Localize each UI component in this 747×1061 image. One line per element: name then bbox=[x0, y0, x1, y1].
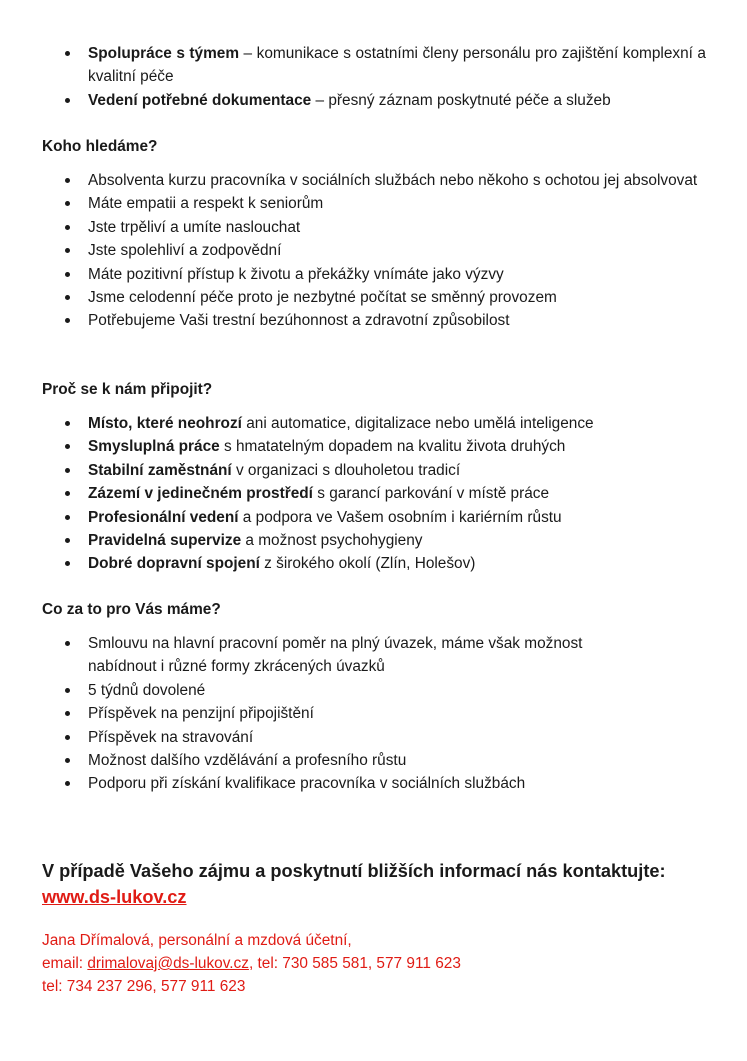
section-heading-proc: Proč se k nám připojit? bbox=[42, 381, 213, 398]
section-heading-koho: Koho hledáme? bbox=[42, 138, 158, 155]
item-bold: Dobré dopravní spojení bbox=[88, 555, 260, 573]
list-item bbox=[62, 309, 706, 332]
list-item bbox=[62, 482, 706, 505]
bullet-icon bbox=[65, 515, 70, 520]
duties-list bbox=[62, 42, 706, 112]
list-item bbox=[62, 435, 706, 458]
item-text: Jsme celodenní péče proto je nezbytné počítat se směnný provozem bbox=[88, 289, 557, 307]
bullet-icon bbox=[65, 468, 70, 473]
item-text: s hmatatelným dopadem na kvalitu života druhých bbox=[219, 438, 566, 456]
list-item bbox=[62, 89, 706, 112]
bullet-icon bbox=[65, 225, 70, 230]
item-text: 5 týdnů dovolené bbox=[88, 681, 206, 699]
item-text: Potřebujeme Vaši trestní bezúhonnost a zdravotní způsobilost bbox=[88, 312, 510, 330]
bullet-icon bbox=[65, 295, 70, 300]
list-item bbox=[62, 749, 706, 772]
item-bold: Smysluplná práce bbox=[88, 438, 220, 456]
proc-list bbox=[62, 412, 706, 576]
list-item bbox=[62, 286, 706, 309]
bullet-icon bbox=[65, 51, 70, 56]
list-item bbox=[62, 412, 706, 435]
koho-list bbox=[62, 169, 706, 333]
item-bold: Vedení potřebné dokumentace bbox=[88, 91, 312, 109]
bullet-icon bbox=[65, 781, 70, 786]
bullet-icon bbox=[65, 711, 70, 716]
item-bold: Spolupráce s týmem bbox=[88, 45, 240, 62]
contact-email-line bbox=[42, 952, 461, 975]
item-text: z širokého okolí (Zlín, Holešov) bbox=[259, 555, 476, 573]
list-item bbox=[62, 169, 706, 192]
item-text: Příspěvek na stravování bbox=[88, 728, 254, 746]
item-bold: Místo, které neohrozí bbox=[88, 415, 242, 432]
item-text: – přesný záznam poskytnuté péče a služeb bbox=[311, 91, 611, 109]
bullet-icon bbox=[65, 248, 70, 253]
bullet-icon bbox=[65, 561, 70, 566]
bullet-icon bbox=[65, 421, 70, 426]
section-heading-mame: Co za to pro Vás máme? bbox=[42, 601, 221, 618]
contact-person: Jana Dřímalová, personální a mzdová účetní, bbox=[42, 932, 352, 949]
list-item bbox=[62, 679, 706, 702]
list-item bbox=[62, 192, 706, 215]
item-bold: Pravidelná supervize bbox=[88, 532, 242, 550]
item-text: a podpora ve Vašem osobním i kariérním růstu bbox=[238, 508, 562, 526]
item-text: Podporu při získání kvalifikace pracovníka v sociálních službách bbox=[88, 775, 526, 793]
bullet-icon bbox=[65, 735, 70, 740]
contact-tel: tel: 734 237 296, 577 911 623 bbox=[42, 978, 246, 995]
item-text: Absolventa kurzu pracovníka v sociálních službách nebo někoho s ochotou jej absolvovat bbox=[88, 172, 698, 189]
item-text: ani automatice, digitalizace nebo umělá inteligence bbox=[241, 415, 594, 432]
item-text: Smlouvu na hlavní pracovní poměr na plný úvazek, máme však možnost nabídnout i různé formy zkrácených úvazků bbox=[88, 635, 583, 676]
email-prefix: email: bbox=[42, 955, 88, 972]
email-suffix: , tel: 730 585 581, 577 911 623 bbox=[248, 955, 461, 972]
list-item bbox=[62, 529, 706, 552]
item-text: Máte pozitivní přístup k životu a překážky vnímáte jako výzvy bbox=[88, 265, 504, 283]
list-item bbox=[62, 239, 706, 262]
bullet-icon bbox=[65, 641, 70, 646]
item-text: v organizaci s dlouholetou tradicí bbox=[231, 461, 461, 479]
list-item bbox=[62, 702, 706, 725]
list-item bbox=[62, 263, 706, 286]
item-text: Jste trpěliví a umíte naslouchat bbox=[88, 218, 301, 236]
item-text: Jste spolehliví a zodpovědní bbox=[88, 242, 282, 260]
item-text: Možnost dalšího vzdělávání a profesního růstu bbox=[88, 752, 407, 770]
bullet-icon bbox=[65, 538, 70, 543]
bullet-icon bbox=[65, 98, 70, 103]
bullet-icon bbox=[65, 272, 70, 277]
list-item bbox=[62, 726, 706, 749]
contact-block bbox=[42, 929, 461, 998]
list-item bbox=[62, 42, 706, 89]
list-item bbox=[62, 216, 706, 239]
bullet-icon bbox=[65, 491, 70, 496]
item-text: Máte empatii a respekt k seniorům bbox=[88, 195, 324, 213]
item-text: – komunikace s ostatními členy personálu pro zajištění komplexní a kvalitní péče bbox=[88, 45, 706, 86]
item-bold: Zázemí v jedinečném prostředí bbox=[88, 485, 313, 503]
mame-list bbox=[62, 632, 706, 796]
bullet-icon bbox=[65, 318, 70, 323]
item-bold: Stabilní zaměstnání bbox=[88, 461, 232, 479]
website-link[interactable]: www.ds-lukov.cz bbox=[42, 887, 187, 907]
email-link[interactable]: drimalovaj@ds-lukov.cz bbox=[87, 955, 249, 972]
item-text: a možnost psychohygieny bbox=[241, 532, 423, 550]
list-item bbox=[62, 459, 706, 482]
item-text: Příspěvek na penzijní připojištění bbox=[88, 705, 314, 723]
contact-heading: V případě Vašeho zájmu a poskytnutí bližších informací nás kontaktujte: bbox=[42, 861, 666, 881]
list-item bbox=[62, 772, 706, 795]
bullet-icon bbox=[65, 444, 70, 449]
item-text: s garancí parkování v místě práce bbox=[312, 485, 550, 503]
list-item bbox=[62, 506, 706, 529]
bullet-icon bbox=[65, 688, 70, 693]
list-item bbox=[62, 632, 706, 679]
bullet-icon bbox=[65, 758, 70, 763]
bullet-icon bbox=[65, 178, 70, 183]
bullet-icon bbox=[65, 201, 70, 206]
item-bold: Profesionální vedení bbox=[88, 508, 239, 526]
list-item bbox=[62, 552, 706, 575]
